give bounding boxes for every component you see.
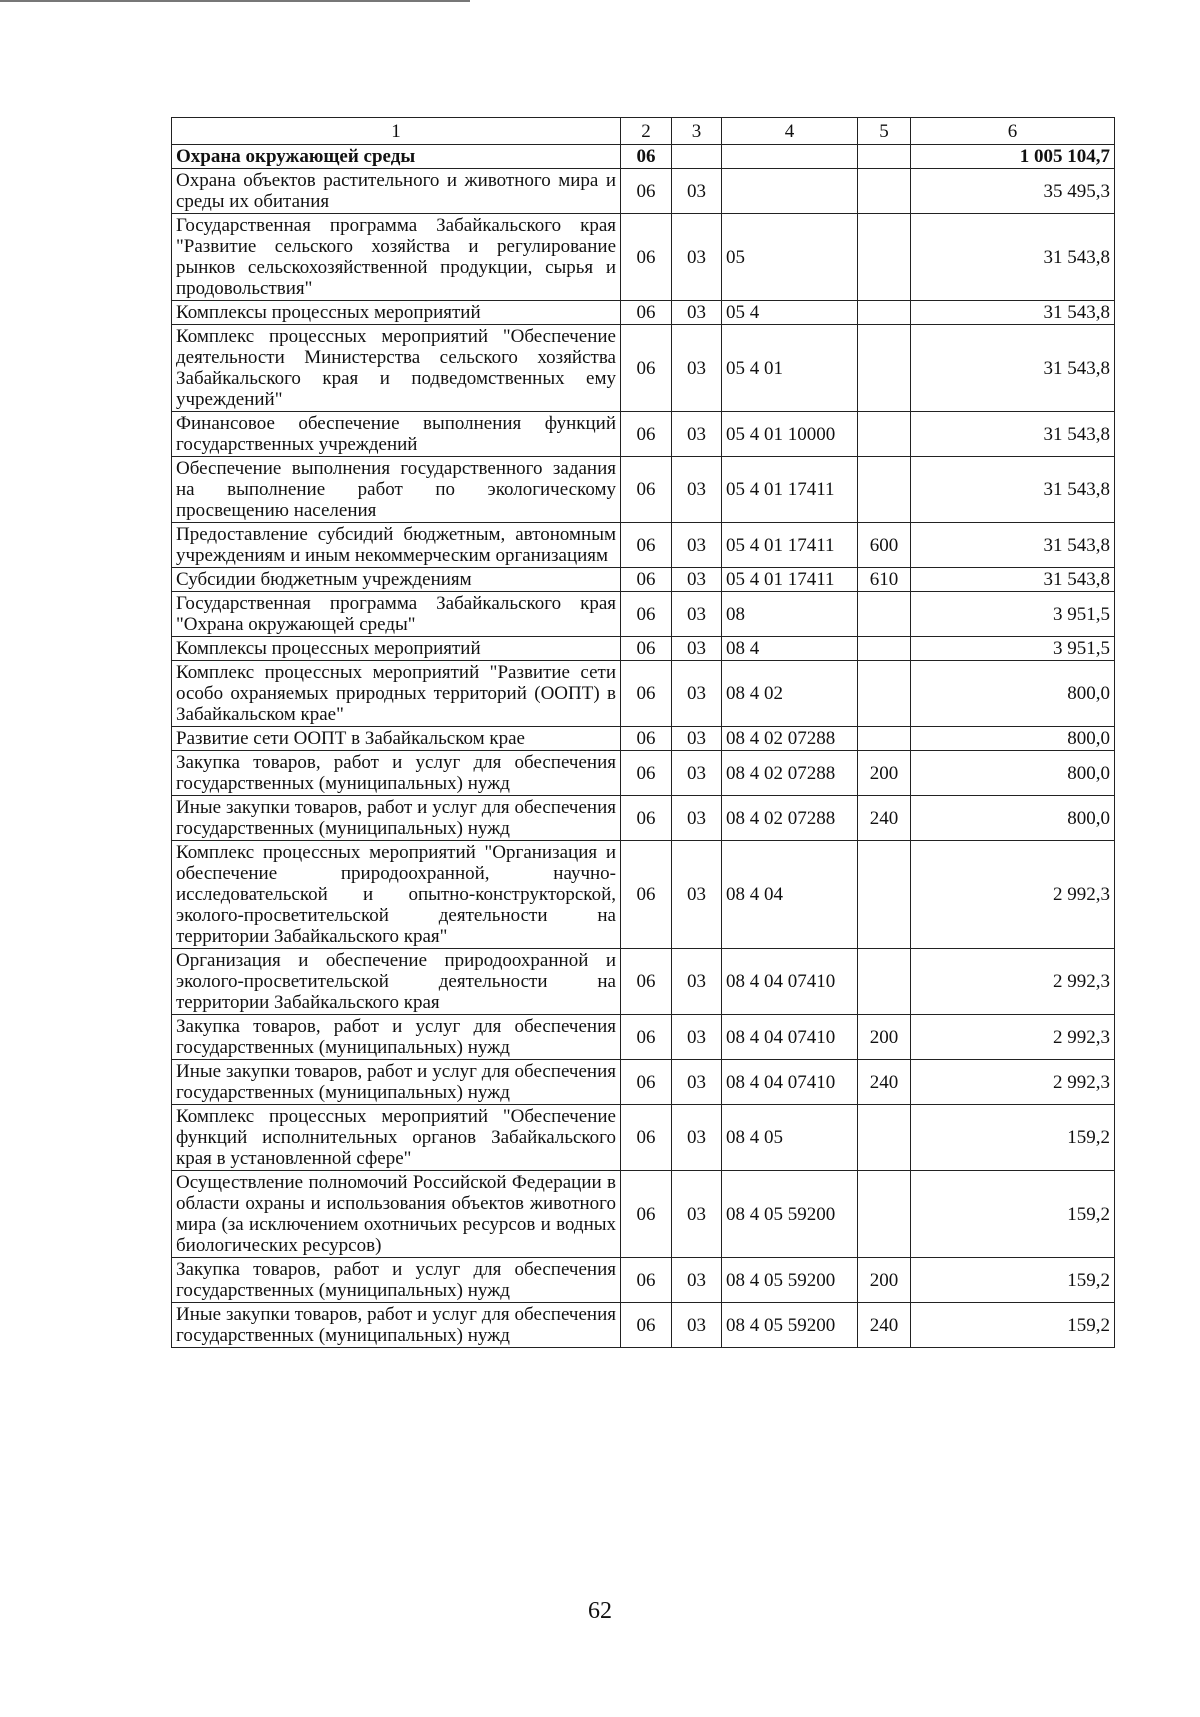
row-subsection-cell: 03 [672, 1105, 722, 1171]
row-subsection-cell: 03 [672, 661, 722, 727]
row-expense-type-cell [858, 214, 911, 301]
row-amount-cell: 800,0 [911, 796, 1115, 841]
row-name-cell: Субсидии бюджетным учреждениям [172, 568, 621, 592]
row-target-code-cell: 08 4 02 07288 [722, 796, 858, 841]
row-section-cell: 06 [621, 457, 672, 523]
row-expense-type-cell: 610 [858, 568, 911, 592]
table-row [172, 301, 1115, 325]
row-amount-cell: 2 992,3 [911, 949, 1115, 1015]
budget-table [171, 117, 1115, 1348]
table-row [172, 169, 1115, 214]
row-expense-type-cell: 200 [858, 751, 911, 796]
row-name-cell: Закупка товаров, работ и услуг для обеспечения государственных (муниципальных) нужд [172, 1015, 621, 1060]
row-section-cell: 06 [621, 796, 672, 841]
row-amount-cell: 31 543,8 [911, 325, 1115, 412]
row-target-code-cell: 08 4 04 07410 [722, 949, 858, 1015]
table-row [172, 949, 1115, 1015]
row-target-code-cell: 08 4 [722, 637, 858, 661]
row-expense-type-cell [858, 949, 911, 1015]
row-amount-cell: 800,0 [911, 751, 1115, 796]
row-name-cell: Комплекс процессных мероприятий "Организация и обеспечение природоохранной, научно-исследовательской и опытно-конструкторской, эколого-просветительской деятельности на территории Забайкальского края" [172, 841, 621, 949]
row-subsection-cell: 03 [672, 727, 722, 751]
row-amount-cell: 159,2 [911, 1105, 1115, 1171]
row-name-cell: Обеспечение выполнения государственного задания на выполнение работ по экологическому просвещению населения [172, 457, 621, 523]
table-row [172, 214, 1115, 301]
row-subsection-cell: 03 [672, 457, 722, 523]
row-subsection-cell: 03 [672, 637, 722, 661]
row-amount-cell: 31 543,8 [911, 568, 1115, 592]
row-subsection-cell: 03 [672, 1060, 722, 1105]
row-section-cell: 06 [621, 301, 672, 325]
row-expense-type-cell [858, 325, 911, 412]
row-amount-cell: 3 951,5 [911, 592, 1115, 637]
row-expense-type-cell [858, 169, 911, 214]
row-section-cell: 06 [621, 637, 672, 661]
row-name-cell: Государственная программа Забайкальского края "Охрана окружающей среды" [172, 592, 621, 637]
row-subsection-cell [672, 145, 722, 169]
row-subsection-cell: 03 [672, 592, 722, 637]
row-target-code-cell: 08 4 05 59200 [722, 1303, 858, 1348]
row-expense-type-cell: 240 [858, 796, 911, 841]
row-amount-cell: 159,2 [911, 1171, 1115, 1258]
row-expense-type-cell [858, 1171, 911, 1258]
row-section-cell: 06 [621, 412, 672, 457]
row-target-code-cell: 05 4 01 10000 [722, 412, 858, 457]
row-target-code-cell: 08 4 04 07410 [722, 1060, 858, 1105]
row-section-cell: 06 [621, 751, 672, 796]
row-expense-type-cell: 240 [858, 1303, 911, 1348]
table-row [172, 1303, 1115, 1348]
table-row [172, 796, 1115, 841]
row-expense-type-cell: 200 [858, 1258, 911, 1303]
row-subsection-cell: 03 [672, 841, 722, 949]
row-amount-cell: 159,2 [911, 1258, 1115, 1303]
table-row [172, 592, 1115, 637]
row-amount-cell: 31 543,8 [911, 214, 1115, 301]
table-row [172, 1105, 1115, 1171]
row-amount-cell: 2 992,3 [911, 1060, 1115, 1105]
row-expense-type-cell [858, 841, 911, 949]
header-cell-3: 3 [672, 118, 722, 145]
row-name-cell: Комплекс процессных мероприятий "Обеспечение функций исполнительных органов Забайкальского края в установленной сфере" [172, 1105, 621, 1171]
row-subsection-cell: 03 [672, 214, 722, 301]
table-row [172, 412, 1115, 457]
row-target-code-cell [722, 145, 858, 169]
row-expense-type-cell [858, 145, 911, 169]
table-row [172, 1258, 1115, 1303]
row-target-code-cell: 08 4 02 07288 [722, 727, 858, 751]
row-name-cell: Комплекс процессных мероприятий "Развитие сети особо охраняемых природных территорий (ООПТ) в Забайкальском крае" [172, 661, 621, 727]
row-expense-type-cell [858, 412, 911, 457]
row-expense-type-cell: 200 [858, 1015, 911, 1060]
row-section-cell: 06 [621, 145, 672, 169]
row-subsection-cell: 03 [672, 1258, 722, 1303]
table-row [172, 325, 1115, 412]
row-expense-type-cell [858, 301, 911, 325]
row-name-cell: Комплекс процессных мероприятий "Обеспечение деятельности Министерства сельского хозяйства Забайкальского края и подведомственных ему учреждений" [172, 325, 621, 412]
row-name-cell: Закупка товаров, работ и услуг для обеспечения государственных (муниципальных) нужд [172, 751, 621, 796]
row-section-cell: 06 [621, 1060, 672, 1105]
row-target-code-cell [722, 169, 858, 214]
table-row [172, 568, 1115, 592]
row-subsection-cell: 03 [672, 568, 722, 592]
row-target-code-cell: 05 4 01 17411 [722, 568, 858, 592]
row-expense-type-cell: 240 [858, 1060, 911, 1105]
row-section-cell: 06 [621, 568, 672, 592]
row-subsection-cell: 03 [672, 523, 722, 568]
table-row [172, 841, 1115, 949]
row-subsection-cell: 03 [672, 796, 722, 841]
row-name-cell: Иные закупки товаров, работ и услуг для обеспечения государственных (муниципальных) нужд [172, 1060, 621, 1105]
row-section-cell: 06 [621, 841, 672, 949]
row-target-code-cell: 08 4 05 59200 [722, 1258, 858, 1303]
table-row [172, 751, 1115, 796]
row-amount-cell: 800,0 [911, 661, 1115, 727]
row-name-cell: Иные закупки товаров, работ и услуг для обеспечения государственных (муниципальных) нужд [172, 796, 621, 841]
row-subsection-cell: 03 [672, 949, 722, 1015]
row-section-cell: 06 [621, 1171, 672, 1258]
header-cell-1: 1 [172, 118, 621, 145]
row-target-code-cell: 05 4 [722, 301, 858, 325]
row-amount-cell: 1 005 104,7 [911, 145, 1115, 169]
row-name-cell: Предоставление субсидий бюджетным, автономным учреждениям и иным некоммерческим организациям [172, 523, 621, 568]
row-expense-type-cell [858, 1105, 911, 1171]
table-row [172, 1015, 1115, 1060]
row-subsection-cell: 03 [672, 751, 722, 796]
row-target-code-cell: 05 [722, 214, 858, 301]
row-section-cell: 06 [621, 1015, 672, 1060]
row-section-cell: 06 [621, 1105, 672, 1171]
row-amount-cell: 2 992,3 [911, 1015, 1115, 1060]
row-expense-type-cell: 600 [858, 523, 911, 568]
table-row [172, 457, 1115, 523]
row-target-code-cell: 08 4 02 [722, 661, 858, 727]
row-target-code-cell: 05 4 01 17411 [722, 523, 858, 568]
row-name-cell: Закупка товаров, работ и услуг для обеспечения государственных (муниципальных) нужд [172, 1258, 621, 1303]
scan-edge-line [0, 0, 470, 2]
row-subsection-cell: 03 [672, 1171, 722, 1258]
row-name-cell: Осуществление полномочий Российской Федерации в области охраны и использования объектов животного мира (за исключением охотничьих ресурсов и водных биологических ресурсов) [172, 1171, 621, 1258]
row-target-code-cell: 08 4 05 59200 [722, 1171, 858, 1258]
row-expense-type-cell [858, 457, 911, 523]
row-name-cell: Охрана окружающей среды [172, 145, 621, 169]
row-section-cell: 06 [621, 1303, 672, 1348]
row-target-code-cell: 08 4 04 07410 [722, 1015, 858, 1060]
row-target-code-cell: 08 4 05 [722, 1105, 858, 1171]
header-cell-2: 2 [621, 118, 672, 145]
row-amount-cell: 2 992,3 [911, 841, 1115, 949]
table-row [172, 661, 1115, 727]
row-name-cell: Комплексы процессных мероприятий [172, 301, 621, 325]
row-subsection-cell: 03 [672, 169, 722, 214]
table-row [172, 145, 1115, 169]
row-target-code-cell: 08 [722, 592, 858, 637]
row-target-code-cell: 08 4 04 [722, 841, 858, 949]
header-cell-5: 5 [858, 118, 911, 145]
table-row [172, 523, 1115, 568]
header-row [172, 118, 1115, 145]
row-section-cell: 06 [621, 1258, 672, 1303]
row-subsection-cell: 03 [672, 412, 722, 457]
row-name-cell: Государственная программа Забайкальского края "Развитие сельского хозяйства и регулирование рынков сельскохозяйственной продукции, сырья и продовольствия" [172, 214, 621, 301]
row-expense-type-cell [858, 592, 911, 637]
row-amount-cell: 159,2 [911, 1303, 1115, 1348]
table-row [172, 637, 1115, 661]
row-name-cell: Финансовое обеспечение выполнения функций государственных учреждений [172, 412, 621, 457]
row-amount-cell: 31 543,8 [911, 412, 1115, 457]
row-section-cell: 06 [621, 325, 672, 412]
row-subsection-cell: 03 [672, 325, 722, 412]
table-row [172, 1171, 1115, 1258]
row-amount-cell: 31 543,8 [911, 457, 1115, 523]
row-amount-cell: 31 543,8 [911, 301, 1115, 325]
row-subsection-cell: 03 [672, 1015, 722, 1060]
table-row [172, 727, 1115, 751]
row-section-cell: 06 [621, 169, 672, 214]
header-cell-6: 6 [911, 118, 1115, 145]
row-expense-type-cell [858, 637, 911, 661]
row-name-cell: Комплексы процессных мероприятий [172, 637, 621, 661]
row-section-cell: 06 [621, 592, 672, 637]
row-subsection-cell: 03 [672, 301, 722, 325]
row-amount-cell: 31 543,8 [911, 523, 1115, 568]
row-section-cell: 06 [621, 727, 672, 751]
row-section-cell: 06 [621, 214, 672, 301]
row-section-cell: 06 [621, 661, 672, 727]
row-amount-cell: 800,0 [911, 727, 1115, 751]
row-name-cell: Развитие сети ООПТ в Забайкальском крае [172, 727, 621, 751]
row-section-cell: 06 [621, 523, 672, 568]
table-row [172, 1060, 1115, 1105]
row-name-cell: Иные закупки товаров, работ и услуг для обеспечения государственных (муниципальных) нужд [172, 1303, 621, 1348]
row-amount-cell: 3 951,5 [911, 637, 1115, 661]
row-target-code-cell: 08 4 02 07288 [722, 751, 858, 796]
row-target-code-cell: 05 4 01 [722, 325, 858, 412]
row-expense-type-cell [858, 727, 911, 751]
row-amount-cell: 35 495,3 [911, 169, 1115, 214]
row-expense-type-cell [858, 661, 911, 727]
header-cell-4: 4 [722, 118, 858, 145]
row-name-cell: Охрана объектов растительного и животного мира и среды их обитания [172, 169, 621, 214]
page-number: 62 [588, 1598, 612, 1624]
row-name-cell: Организация и обеспечение природоохранной и эколого-просветительской деятельности на территории Забайкальского края [172, 949, 621, 1015]
row-section-cell: 06 [621, 949, 672, 1015]
row-target-code-cell: 05 4 01 17411 [722, 457, 858, 523]
row-subsection-cell: 03 [672, 1303, 722, 1348]
